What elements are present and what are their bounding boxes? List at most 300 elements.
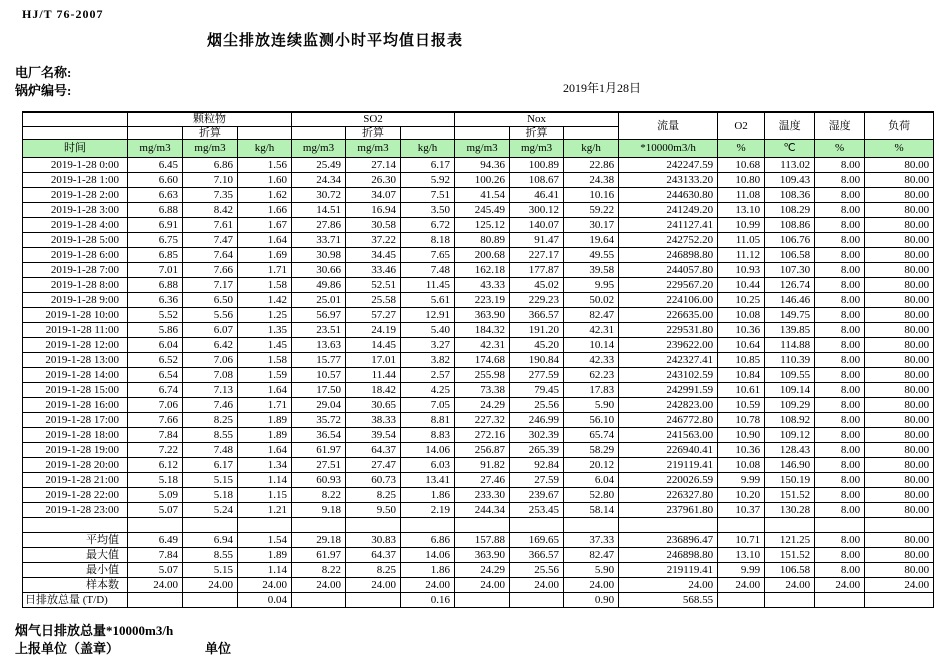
summary-row	[23, 593, 934, 608]
value-cell: 5.92	[401, 173, 455, 188]
value-cell: 24.00	[128, 578, 183, 593]
so2-group-header: SO2	[292, 112, 455, 127]
footer-unit-label: 单位	[205, 641, 232, 656]
value-cell: 13.10	[718, 203, 765, 218]
value-cell: 1.56	[238, 158, 292, 173]
hour-row	[23, 398, 934, 413]
value-cell: 7.46	[183, 398, 238, 413]
value-cell: 256.87	[455, 443, 510, 458]
value-cell: 243102.59	[619, 368, 718, 383]
value-cell: 8.00	[815, 158, 865, 173]
nox-converted-label: 折算	[510, 127, 564, 140]
value-cell: 24.00	[510, 578, 564, 593]
value-cell: 10.71	[718, 533, 765, 548]
value-cell	[183, 593, 238, 608]
value-cell: 80.00	[865, 263, 934, 278]
value-cell: 10.36	[718, 323, 765, 338]
value-cell: 6.88	[128, 278, 183, 293]
value-cell: 8.00	[815, 233, 865, 248]
value-cell: 130.28	[765, 503, 815, 518]
value-cell: 150.19	[765, 473, 815, 488]
value-cell: 8.00	[815, 173, 865, 188]
value-cell: 146.90	[765, 458, 815, 473]
value-cell: 80.00	[865, 563, 934, 578]
value-cell: 1.89	[238, 413, 292, 428]
value-cell: 8.00	[815, 428, 865, 443]
value-cell: 7.06	[128, 398, 183, 413]
value-cell	[815, 593, 865, 608]
value-cell: 80.00	[865, 488, 934, 503]
value-cell: 65.74	[564, 428, 619, 443]
hour-row	[23, 263, 934, 278]
value-cell: 59.22	[564, 203, 619, 218]
value-cell: 24.29	[455, 563, 510, 578]
value-cell: 219119.41	[619, 563, 718, 578]
value-cell: 1.64	[238, 233, 292, 248]
value-cell: 64.37	[346, 443, 401, 458]
value-cell: 265.39	[510, 443, 564, 458]
time-cell: 2019-1-28 17:00	[23, 413, 128, 428]
value-cell: 229567.20	[619, 278, 718, 293]
value-cell: 36.54	[292, 428, 346, 443]
value-cell: 6.42	[183, 338, 238, 353]
value-cell: 30.58	[346, 218, 401, 233]
value-cell: 30.83	[346, 533, 401, 548]
value-cell: 61.97	[292, 548, 346, 563]
value-cell: 80.00	[865, 338, 934, 353]
summary-row	[23, 563, 934, 578]
value-cell: 106.58	[765, 248, 815, 263]
value-cell: 34.07	[346, 188, 401, 203]
value-cell: 6.75	[128, 233, 183, 248]
value-cell: 3.50	[401, 203, 455, 218]
value-cell: 5.56	[183, 308, 238, 323]
value-cell: 1.86	[401, 488, 455, 503]
value-cell: 10.20	[718, 488, 765, 503]
value-cell: 10.64	[718, 338, 765, 353]
value-cell: 169.65	[510, 533, 564, 548]
summary-label: 样本数	[23, 578, 128, 593]
value-cell: 151.52	[765, 548, 815, 563]
unit-cell: %	[815, 140, 865, 158]
value-cell: 8.00	[815, 203, 865, 218]
value-cell: 6.52	[128, 353, 183, 368]
value-cell: 223.19	[455, 293, 510, 308]
value-cell: 1.14	[238, 473, 292, 488]
value-cell: 6.91	[128, 218, 183, 233]
value-cell: 6.63	[128, 188, 183, 203]
value-cell: 10.36	[718, 443, 765, 458]
value-cell: 0.90	[564, 593, 619, 608]
value-cell: 6.74	[128, 383, 183, 398]
value-cell: 277.59	[510, 368, 564, 383]
pm-group-header: 颗粒物	[128, 112, 292, 127]
value-cell: 177.87	[510, 263, 564, 278]
value-cell: 45.02	[510, 278, 564, 293]
value-cell: 236896.47	[619, 533, 718, 548]
value-cell: 224106.00	[619, 293, 718, 308]
summary-row	[23, 578, 934, 593]
value-cell: 242247.59	[619, 158, 718, 173]
value-cell: 8.00	[815, 278, 865, 293]
value-cell: 91.47	[510, 233, 564, 248]
hour-row	[23, 443, 934, 458]
value-cell: 5.86	[128, 323, 183, 338]
value-cell: 1.62	[238, 188, 292, 203]
value-cell: 7.22	[128, 443, 183, 458]
value-cell: 7.01	[128, 263, 183, 278]
value-cell: 8.00	[815, 398, 865, 413]
so2-converted-label: 折算	[346, 127, 401, 140]
value-cell: 108.67	[510, 173, 564, 188]
value-cell	[455, 593, 510, 608]
value-cell: 33.71	[292, 233, 346, 248]
value-cell: 106.76	[765, 233, 815, 248]
value-cell: 1.58	[238, 278, 292, 293]
time-cell: 2019-1-28 19:00	[23, 443, 128, 458]
value-cell: 24.00	[401, 578, 455, 593]
value-cell: 60.93	[292, 473, 346, 488]
value-cell: 108.29	[765, 203, 815, 218]
value-cell: 45.20	[510, 338, 564, 353]
value-cell: 7.51	[401, 188, 455, 203]
plant-name-label: 电厂名称:	[15, 65, 72, 80]
value-cell: 7.17	[183, 278, 238, 293]
unit-cell: mg/m3	[128, 140, 183, 158]
value-cell: 58.29	[564, 443, 619, 458]
value-cell: 1.86	[401, 563, 455, 578]
value-cell: 227.17	[510, 248, 564, 263]
value-cell: 113.02	[765, 158, 815, 173]
value-cell: 29.04	[292, 398, 346, 413]
time-cell: 2019-1-28 8:00	[23, 278, 128, 293]
value-cell: 1.45	[238, 338, 292, 353]
value-cell: 8.00	[815, 293, 865, 308]
value-cell: 1.59	[238, 368, 292, 383]
value-cell: 11.44	[346, 368, 401, 383]
value-cell: 13.41	[401, 473, 455, 488]
value-cell: 10.78	[718, 413, 765, 428]
value-cell: 100.89	[510, 158, 564, 173]
value-cell: 5.15	[183, 563, 238, 578]
humidity-header: 湿度	[815, 112, 865, 140]
time-cell: 2019-1-28 9:00	[23, 293, 128, 308]
value-cell: 226327.80	[619, 488, 718, 503]
value-cell: 246.99	[510, 413, 564, 428]
value-cell: 0.04	[238, 593, 292, 608]
value-cell: 11.08	[718, 188, 765, 203]
value-cell: 8.00	[815, 383, 865, 398]
value-cell: 14.45	[346, 338, 401, 353]
hour-row	[23, 218, 934, 233]
value-cell: 6.49	[128, 533, 183, 548]
o2-header: O2	[718, 112, 765, 140]
value-cell: 8.00	[815, 488, 865, 503]
value-cell: 8.00	[815, 353, 865, 368]
value-cell: 1.89	[238, 428, 292, 443]
value-cell: 25.58	[346, 293, 401, 308]
value-cell: 30.66	[292, 263, 346, 278]
value-cell: 6.50	[183, 293, 238, 308]
value-cell: 18.42	[346, 383, 401, 398]
value-cell: 241127.41	[619, 218, 718, 233]
hour-row	[23, 428, 934, 443]
value-cell: 10.61	[718, 383, 765, 398]
value-cell: 8.83	[401, 428, 455, 443]
value-cell: 25.56	[510, 398, 564, 413]
hour-row	[23, 473, 934, 488]
value-cell: 229.23	[510, 293, 564, 308]
value-cell: 27.46	[455, 473, 510, 488]
hour-row	[23, 383, 934, 398]
value-cell: 5.90	[564, 398, 619, 413]
value-cell: 60.73	[346, 473, 401, 488]
value-cell: 6.04	[564, 473, 619, 488]
value-cell: 242991.59	[619, 383, 718, 398]
value-cell: 10.93	[718, 263, 765, 278]
value-cell: 10.37	[718, 503, 765, 518]
value-cell: 245.49	[455, 203, 510, 218]
unit-header-row	[23, 140, 934, 158]
value-cell: 568.55	[619, 593, 718, 608]
value-cell: 50.02	[564, 293, 619, 308]
value-cell: 8.00	[815, 473, 865, 488]
value-cell: 242752.20	[619, 233, 718, 248]
value-cell: 82.47	[564, 548, 619, 563]
value-cell	[765, 518, 815, 533]
time-cell: 2019-1-28 14:00	[23, 368, 128, 383]
unit-cell: %	[865, 140, 934, 158]
value-cell: 8.00	[815, 263, 865, 278]
value-cell	[292, 593, 346, 608]
value-cell: 109.14	[765, 383, 815, 398]
value-cell: 1.67	[238, 218, 292, 233]
value-cell: 39.58	[564, 263, 619, 278]
unit-cell: *10000m3/h	[619, 140, 718, 158]
value-cell: 80.00	[865, 428, 934, 443]
value-cell: 109.29	[765, 398, 815, 413]
value-cell: 5.15	[183, 473, 238, 488]
value-cell	[510, 593, 564, 608]
value-cell: 46.41	[510, 188, 564, 203]
report-date: 2019年1月28日	[563, 81, 642, 95]
unit-cell: kg/h	[564, 140, 619, 158]
value-cell: 27.14	[346, 158, 401, 173]
value-cell: 8.25	[346, 563, 401, 578]
value-cell: 1.60	[238, 173, 292, 188]
time-cell: 2019-1-28 20:00	[23, 458, 128, 473]
value-cell: 24.38	[564, 173, 619, 188]
blank-row	[23, 518, 934, 533]
value-cell: 8.00	[815, 218, 865, 233]
value-cell: 366.57	[510, 308, 564, 323]
value-cell: 106.58	[765, 563, 815, 578]
value-cell	[346, 518, 401, 533]
time-header-spacer	[23, 127, 128, 140]
value-cell: 8.00	[815, 413, 865, 428]
value-cell	[510, 518, 564, 533]
value-cell: 6.94	[183, 533, 238, 548]
hour-row	[23, 323, 934, 338]
value-cell: 7.06	[183, 353, 238, 368]
value-cell: 49.55	[564, 248, 619, 263]
value-cell: 1.64	[238, 383, 292, 398]
hour-row	[23, 278, 934, 293]
value-cell: 29.18	[292, 533, 346, 548]
load-header: 负荷	[865, 112, 934, 140]
value-cell: 24.00	[765, 578, 815, 593]
value-cell	[292, 518, 346, 533]
report-table	[22, 111, 934, 608]
value-cell	[455, 518, 510, 533]
value-cell	[718, 593, 765, 608]
value-cell: 157.88	[455, 533, 510, 548]
value-cell: 13.63	[292, 338, 346, 353]
hour-row	[23, 458, 934, 473]
hour-row	[23, 503, 934, 518]
value-cell	[128, 518, 183, 533]
value-cell: 109.12	[765, 428, 815, 443]
value-cell: 42.31	[455, 338, 510, 353]
value-cell: 7.65	[401, 248, 455, 263]
value-cell: 6.12	[128, 458, 183, 473]
value-cell: 12.91	[401, 308, 455, 323]
value-cell: 7.10	[183, 173, 238, 188]
value-cell: 363.90	[455, 548, 510, 563]
value-cell: 146.46	[765, 293, 815, 308]
time-cell: 2019-1-28 6:00	[23, 248, 128, 263]
value-cell: 110.39	[765, 353, 815, 368]
value-cell: 366.57	[510, 548, 564, 563]
value-cell: 56.97	[292, 308, 346, 323]
value-cell	[401, 518, 455, 533]
value-cell: 30.65	[346, 398, 401, 413]
value-cell: 17.50	[292, 383, 346, 398]
value-cell: 5.18	[128, 473, 183, 488]
value-cell: 255.98	[455, 368, 510, 383]
value-cell: 82.47	[564, 308, 619, 323]
value-cell: 7.48	[401, 263, 455, 278]
value-cell: 121.25	[765, 533, 815, 548]
hour-row	[23, 368, 934, 383]
hour-row	[23, 248, 934, 263]
value-cell: 80.00	[865, 473, 934, 488]
value-cell: 126.74	[765, 278, 815, 293]
value-cell: 1.25	[238, 308, 292, 323]
unit-cell: mg/m3	[346, 140, 401, 158]
footer-flue-gas-total: 烟气日排放总量*10000m3/h	[15, 623, 174, 638]
unit-cell: kg/h	[238, 140, 292, 158]
value-cell: 5.07	[128, 503, 183, 518]
value-cell: 302.39	[510, 428, 564, 443]
value-cell: 34.45	[346, 248, 401, 263]
value-cell: 10.68	[718, 158, 765, 173]
value-cell: 1.54	[238, 533, 292, 548]
value-cell: 246898.80	[619, 548, 718, 563]
value-cell: 6.07	[183, 323, 238, 338]
value-cell: 5.61	[401, 293, 455, 308]
value-cell: 25.49	[292, 158, 346, 173]
value-cell: 125.12	[455, 218, 510, 233]
value-cell: 8.00	[815, 563, 865, 578]
value-cell: 1.42	[238, 293, 292, 308]
value-cell: 229531.80	[619, 323, 718, 338]
value-cell: 241563.00	[619, 428, 718, 443]
value-cell: 200.68	[455, 248, 510, 263]
value-cell: 1.64	[238, 443, 292, 458]
report-title: 烟尘排放连续监测小时平均值日报表	[207, 33, 464, 49]
value-cell: 174.68	[455, 353, 510, 368]
value-cell: 24.00	[238, 578, 292, 593]
value-cell: 8.00	[815, 338, 865, 353]
value-cell: 42.31	[564, 323, 619, 338]
value-cell: 24.00	[815, 578, 865, 593]
value-cell: 8.00	[815, 323, 865, 338]
value-cell	[718, 518, 765, 533]
nox-group-header: Nox	[455, 112, 619, 127]
value-cell: 109.55	[765, 368, 815, 383]
value-cell: 24.34	[292, 173, 346, 188]
value-cell: 80.00	[865, 503, 934, 518]
value-cell	[865, 518, 934, 533]
standard-number: HJ/T 76-2007	[22, 7, 104, 21]
value-cell: 27.59	[510, 473, 564, 488]
value-cell: 8.25	[183, 413, 238, 428]
value-cell: 226635.00	[619, 308, 718, 323]
value-cell: 184.32	[455, 323, 510, 338]
value-cell: 80.00	[865, 458, 934, 473]
boiler-number-label: 锅炉编号:	[15, 83, 72, 98]
value-cell: 80.00	[865, 443, 934, 458]
value-cell: 80.00	[865, 248, 934, 263]
value-cell: 10.85	[718, 353, 765, 368]
value-cell: 80.00	[865, 173, 934, 188]
time-cell: 2019-1-28 13:00	[23, 353, 128, 368]
value-cell: 27.47	[346, 458, 401, 473]
time-cell: 2019-1-28 11:00	[23, 323, 128, 338]
value-cell: 191.20	[510, 323, 564, 338]
value-cell: 17.83	[564, 383, 619, 398]
value-cell: 38.33	[346, 413, 401, 428]
value-cell: 1.14	[238, 563, 292, 578]
value-cell: 233.30	[455, 488, 510, 503]
value-cell: 244.34	[455, 503, 510, 518]
hour-row	[23, 413, 934, 428]
value-cell: 241249.20	[619, 203, 718, 218]
value-cell: 3.27	[401, 338, 455, 353]
value-cell: 227.32	[455, 413, 510, 428]
value-cell: 80.00	[865, 383, 934, 398]
value-cell: 80.00	[865, 353, 934, 368]
value-cell: 24.00	[619, 578, 718, 593]
value-cell: 26.30	[346, 173, 401, 188]
time-cell: 2019-1-28 5:00	[23, 233, 128, 248]
value-cell: 27.86	[292, 218, 346, 233]
value-cell: 24.19	[346, 323, 401, 338]
value-cell: 24.00	[346, 578, 401, 593]
value-cell: 9.18	[292, 503, 346, 518]
value-cell: 8.00	[815, 458, 865, 473]
value-cell: 80.00	[865, 413, 934, 428]
value-cell: 80.00	[865, 533, 934, 548]
pm-converted-label: 折算	[183, 127, 238, 140]
value-cell: 100.26	[455, 173, 510, 188]
value-cell	[183, 518, 238, 533]
value-cell	[619, 518, 718, 533]
value-cell: 24.00	[455, 578, 510, 593]
value-cell: 10.16	[564, 188, 619, 203]
value-cell: 220026.59	[619, 473, 718, 488]
